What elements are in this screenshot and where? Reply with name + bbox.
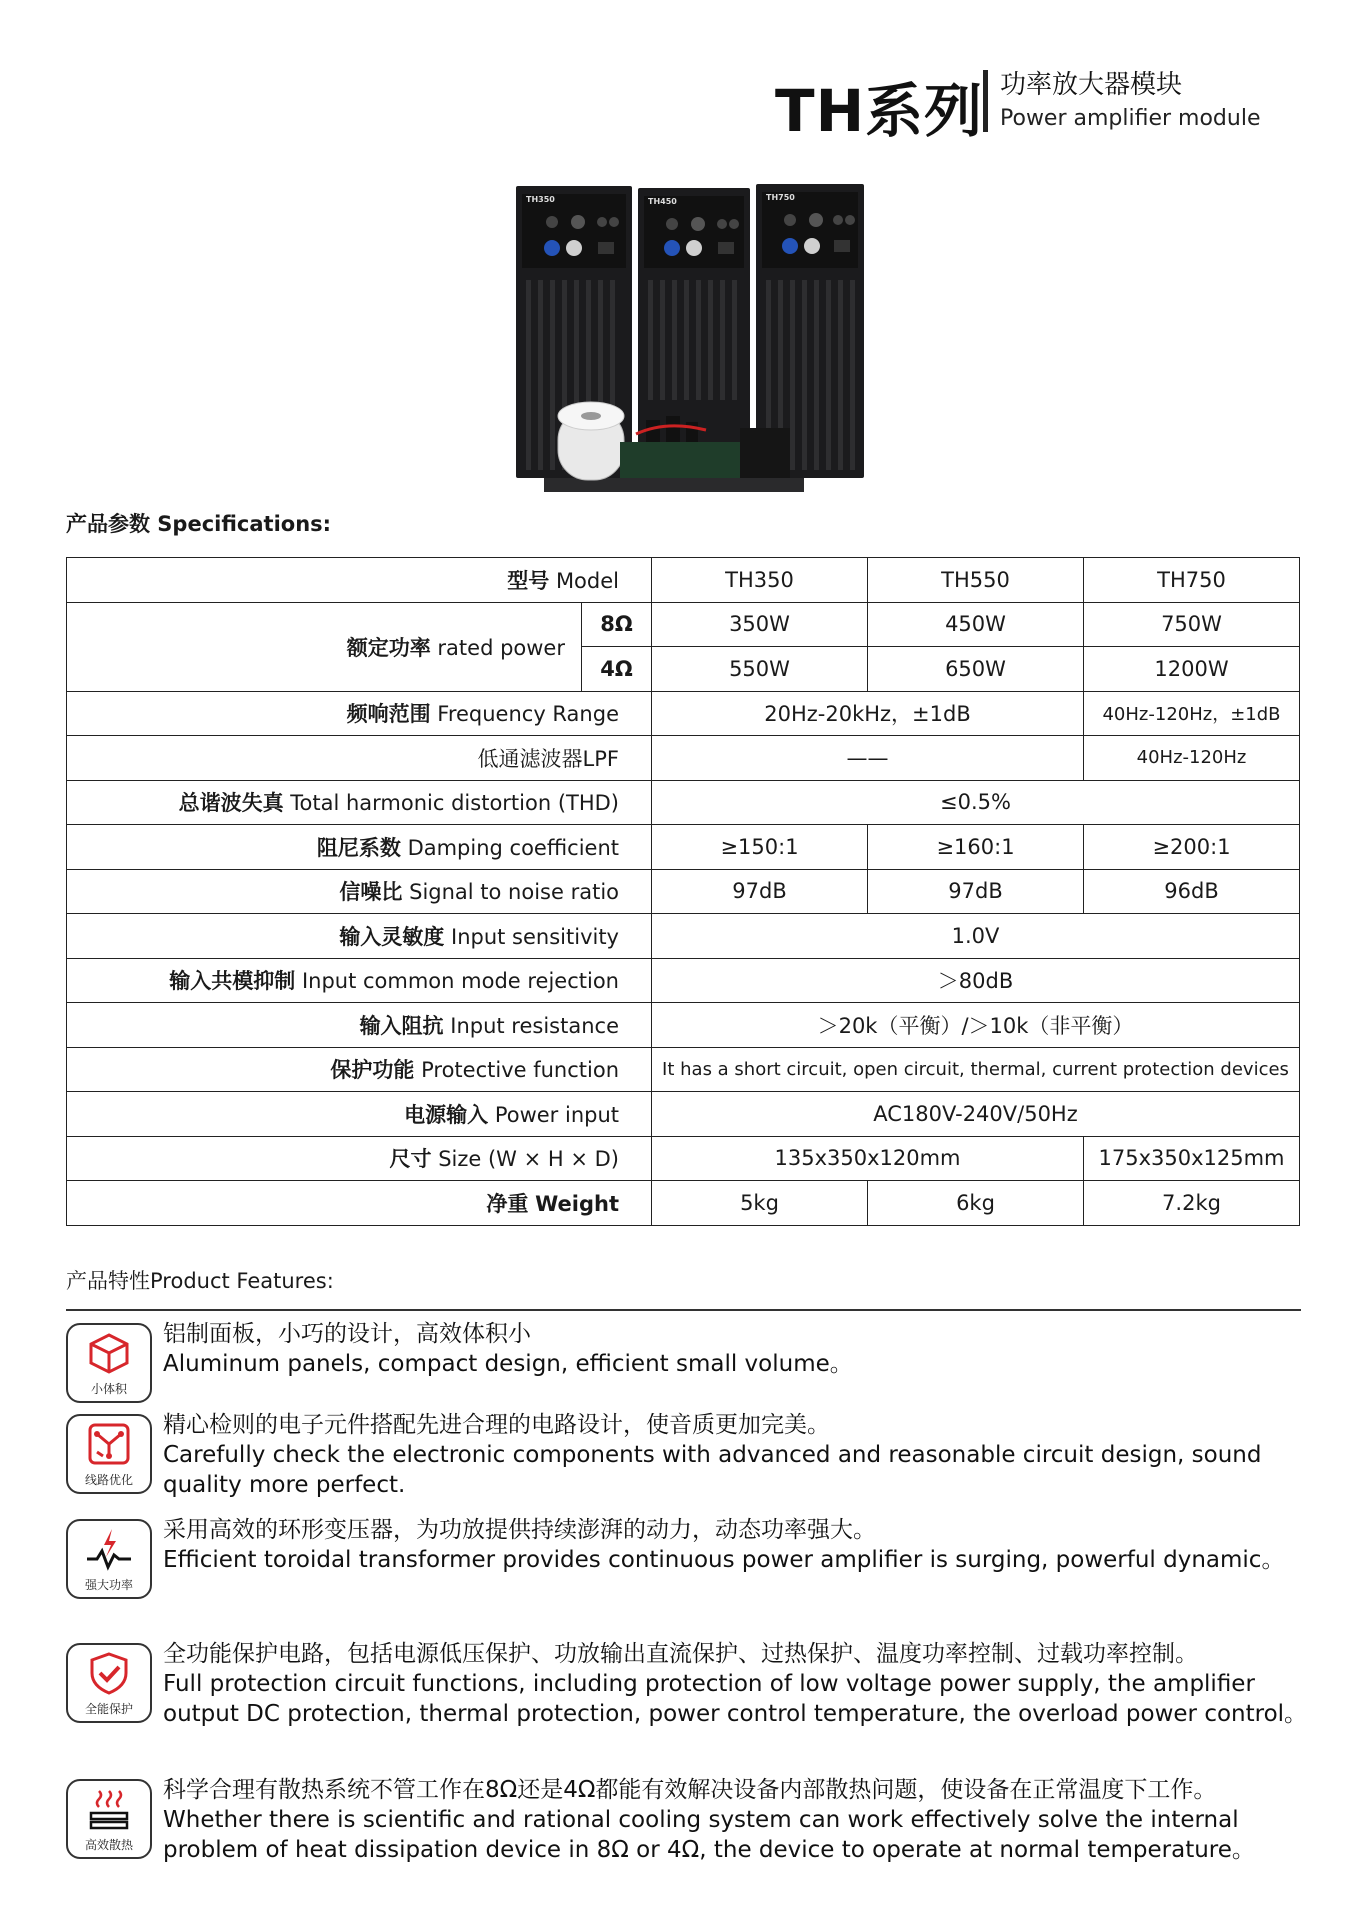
features-title: 产品特性Product Features:: [66, 1269, 334, 1293]
row-label: 型号 Model: [67, 558, 652, 603]
cell-frequency: 20Hz-20kHz，±1dB: [652, 691, 1084, 736]
cell-model: TH550: [868, 558, 1084, 603]
cell-weight: 6kg: [868, 1181, 1084, 1226]
table-row-snr: [67, 869, 1300, 914]
power-bolt-icon: [85, 1527, 133, 1571]
cell-snr: 97dB: [868, 869, 1084, 914]
toroidal-transformer: [558, 402, 624, 480]
circuit-icon: [85, 1422, 133, 1466]
row-label: 电源输入 Power input: [67, 1092, 652, 1137]
cell-power: 450W: [868, 602, 1084, 647]
product-photo: [516, 184, 864, 506]
table-row-lpf: [67, 736, 1300, 781]
feature-icon-badge: 全能保护: [66, 1643, 152, 1723]
feature-icon-badge: 强大功率: [66, 1519, 152, 1599]
cell-lpf: 40Hz-120Hz: [1084, 736, 1300, 781]
table-row-weight: [67, 1181, 1300, 1226]
cell-snr: 97dB: [652, 869, 868, 914]
row-label: 总谐波失真 Total harmonic distortion (THD): [67, 780, 652, 825]
cell-power: 650W: [868, 647, 1084, 692]
cell-size: 135x350x120mm: [652, 1136, 1084, 1181]
row-label: 保护功能 Protective function: [67, 1047, 652, 1092]
feature-icon-badge: 小体积: [66, 1323, 152, 1403]
cell-power: 350W: [652, 602, 868, 647]
row-label: 低通滤波器LPF: [67, 736, 652, 781]
table-row-power-input: [67, 1092, 1300, 1137]
table-row-size: [67, 1136, 1300, 1181]
specifications-table: [66, 557, 1300, 1226]
feature-icon-badge: 高效散热: [66, 1779, 152, 1859]
cell-power: 1200W: [1084, 647, 1300, 692]
cell-power: 750W: [1084, 602, 1300, 647]
table-row-resistance: [67, 1003, 1300, 1048]
cell-frequency: 40Hz-120Hz，±1dB: [1084, 691, 1300, 736]
cell-weight: 7.2kg: [1084, 1181, 1300, 1226]
table-row-damping: [67, 825, 1300, 870]
cell-snr: 96dB: [1084, 869, 1300, 914]
cell-damping: ≥200:1: [1084, 825, 1300, 870]
feature-icon-badge: 线路优化: [66, 1414, 152, 1494]
cell-resistance: ＞20k（平衡）/＞10k（非平衡）: [652, 1003, 1300, 1048]
cell-power-input: AC180V-240V/50Hz: [652, 1092, 1300, 1137]
cell-model: TH750: [1084, 558, 1300, 603]
cell-damping: ≥160:1: [868, 825, 1084, 870]
page-title-en: Power amplifier module: [1000, 106, 1261, 131]
cell-size: 175x350x125mm: [1084, 1136, 1300, 1181]
module-label: TH350: [526, 195, 555, 204]
table-row-sensitivity: [67, 914, 1300, 959]
table-row-rated-8ohm: [67, 602, 1300, 647]
cell-weight: 5kg: [652, 1181, 868, 1226]
cell-model: TH350: [652, 558, 868, 603]
row-label: 输入共模抑制 Input common mode rejection: [67, 958, 652, 1003]
sub-label-8ohm: 8Ω: [582, 602, 652, 647]
table-row-cmr: [67, 958, 1300, 1003]
row-label: 净重 Weight: [67, 1181, 652, 1226]
table-row-protection: [67, 1047, 1300, 1092]
row-label: 输入灵敏度 Input sensitivity: [67, 914, 652, 959]
cell-protection: It has a short circuit, open circuit, thermal, current protection devices: [652, 1047, 1300, 1092]
row-label: 输入阻抗 Input resistance: [67, 1003, 652, 1048]
heat-sink-icon: [85, 1787, 133, 1831]
table-row-frequency: [67, 691, 1300, 736]
row-label: 频响范围 Frequency Range: [67, 691, 652, 736]
row-label: 信噪比 Signal to noise ratio: [67, 869, 652, 914]
cell-power: 550W: [652, 647, 868, 692]
sub-label-4ohm: 4Ω: [582, 647, 652, 692]
page-title-cn: 功率放大器模块: [1000, 70, 1183, 100]
specifications-title: 产品参数 Specifications:: [66, 512, 332, 536]
cell-cmr: ＞80dB: [652, 958, 1300, 1003]
cell-sensitivity: 1.0V: [652, 914, 1300, 959]
series-title: TH系列: [775, 77, 984, 145]
row-label: 额定功率 rated power: [67, 602, 582, 691]
module-label: TH750: [766, 193, 795, 202]
module-label: TH450: [648, 197, 677, 206]
cell-thd: ≤0.5%: [652, 780, 1300, 825]
row-label: 阻尼系数 Damping coefficient: [67, 825, 652, 870]
shield-icon: [85, 1651, 133, 1695]
row-label: 尺寸 Size (W × H × D): [67, 1136, 652, 1181]
cube-icon: [85, 1331, 133, 1375]
table-row-model: [67, 558, 1300, 603]
header-divider: [983, 70, 988, 132]
cell-lpf: ——: [652, 736, 1084, 781]
cell-damping: ≥150:1: [652, 825, 868, 870]
table-row-thd: [67, 780, 1300, 825]
features-divider: [66, 1309, 1301, 1311]
